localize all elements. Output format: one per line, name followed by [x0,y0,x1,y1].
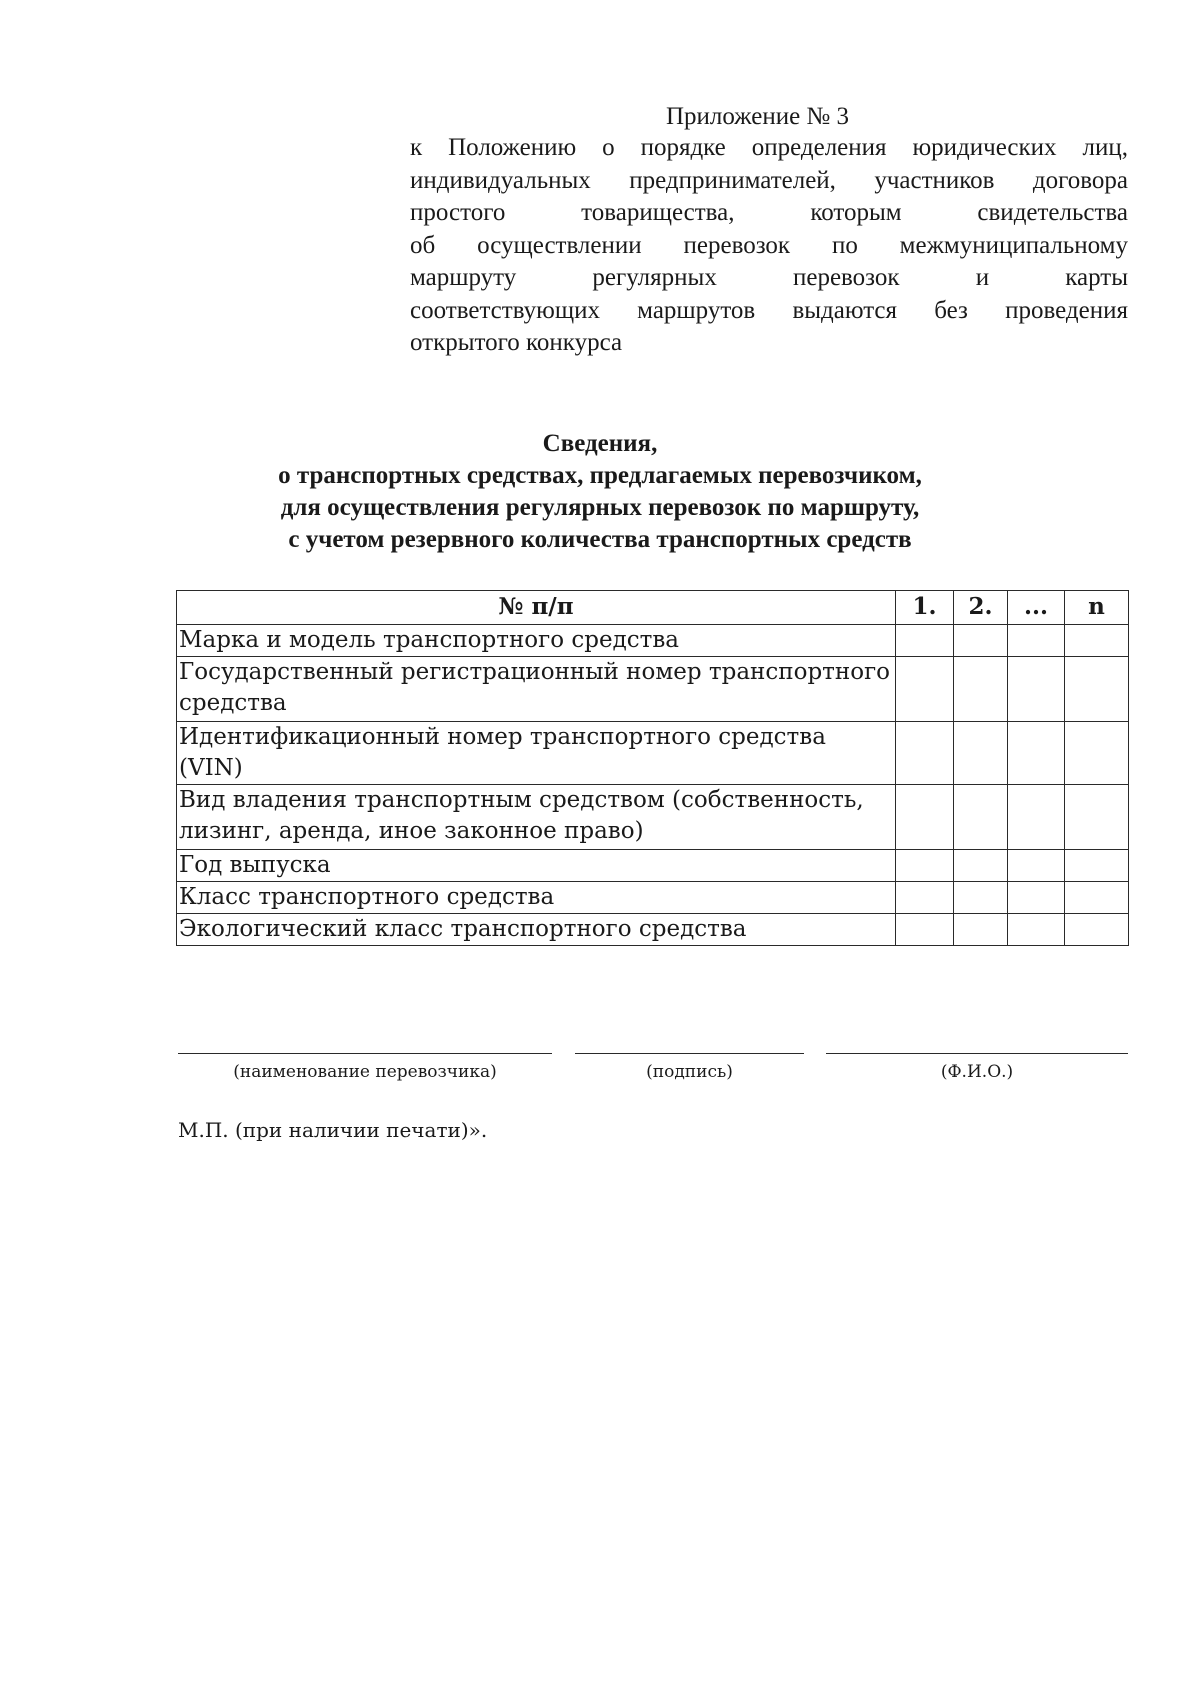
table-cell [1008,914,1065,946]
table-cell [1008,785,1065,850]
table-cell [1065,882,1129,914]
table-header-column: ... [1008,591,1065,625]
document-title-line: Сведения, [542,430,658,457]
row-label: Год выпуска [177,850,896,882]
table-cell [954,625,1008,657]
document-title [160,428,1040,556]
appendix-number: Приложение № 3 [666,103,850,130]
table-header-column: 2. [954,591,1008,625]
table-cell [896,882,954,914]
table-header-column: 1. [896,591,954,625]
appendix-reference-line: простого товарищества, которым свидетельства [410,199,1128,226]
table-cell [954,850,1008,882]
carrier-name-caption: (наименование перевозчика) [233,1062,497,1082]
row-label: Вид владения транспортным средством (собственность, лизинг, аренда, иное законное право) [177,785,896,850]
table-row [177,850,1129,882]
document-title-line: для осуществления регулярных перевозок по маршруту, [280,494,920,521]
table-row [177,625,1129,657]
row-label: Экологический класс транспортного средства [177,914,896,946]
table-cell [954,785,1008,850]
table-cell [954,657,1008,722]
table-row [177,785,1129,850]
table-cell [1008,625,1065,657]
table-cell [896,785,954,850]
table-cell [896,914,954,946]
table-header-row [177,591,1129,625]
signature-line [575,1053,804,1054]
vehicle-info-table [176,590,1129,946]
document-title-line: с учетом резервного количества транспортных средств [288,526,912,553]
table-cell [1065,657,1129,722]
table-cell [1008,882,1065,914]
table-cell [896,850,954,882]
appendix-reference-line: к Положению о порядке определения юридических лиц, [410,134,1128,161]
table-cell [1008,850,1065,882]
table-cell [1065,625,1129,657]
document-title-line: о транспортных средствах, предлагаемых перевозчиком, [278,462,922,489]
table-row [177,914,1129,946]
appendix-reference-line: маршруту регулярных перевозок и карты [410,264,1128,291]
row-label: Класс транспортного средства [177,882,896,914]
table-header-label: № п/п [177,591,896,625]
table-header-column: n [1065,591,1129,625]
row-label: Идентификационный номер транспортного средства (VIN) [177,722,896,785]
stamp-note: М.П. (при наличии печати)». [178,1118,488,1142]
signature-caption: (подпись) [646,1062,733,1082]
appendix-reference-line: об осуществлении перевозок по межмуниципальному [410,231,1128,259]
table-cell [1065,722,1129,785]
table-cell [1008,722,1065,785]
table-cell [1065,785,1129,850]
full-name-caption: (Ф.И.О.) [940,1062,1014,1082]
table-cell [896,657,954,722]
appendix-reference-line: индивидуальных предпринимателей, участников договора [410,166,1128,194]
appendix-reference-line: открытого конкурса [410,329,623,356]
table-cell [954,722,1008,785]
full-name-line [826,1053,1128,1054]
table-row [177,657,1129,722]
table-cell [1008,657,1065,722]
carrier-name-line [178,1053,552,1054]
table-cell [954,882,1008,914]
table-cell [1065,914,1129,946]
table-cell [896,722,954,785]
table-row [177,882,1129,914]
row-label: Государственный регистрационный номер транспортного средства [177,657,896,722]
table-cell [954,914,1008,946]
table-cell [1065,850,1129,882]
appendix-reference-line: соответствующих маршрутов выдаются без проведения [410,296,1128,324]
row-label: Марка и модель транспортного средства [177,625,896,657]
table-row [177,722,1129,785]
appendix-reference [410,132,1128,360]
table-cell [896,625,954,657]
